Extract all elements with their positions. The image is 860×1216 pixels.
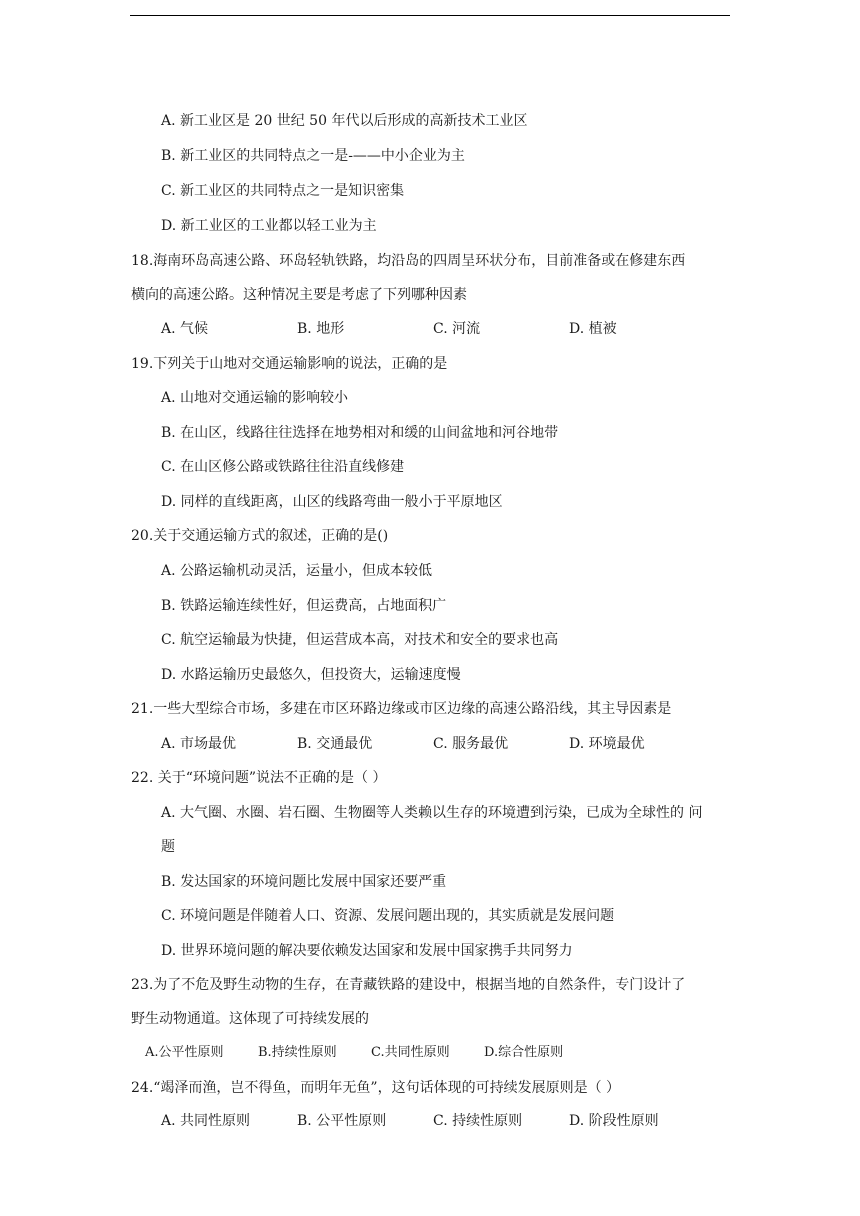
- q22-option-b: B. 发达国家的环境问题比发展中国家还要严重: [161, 874, 447, 890]
- q17-option-a: A. 新工业区是 20 世纪 50 年代以后形成的高新技术工业区: [161, 113, 528, 129]
- q20-option-b: B. 铁路运输连续性好，但运费高，占地面积广: [161, 598, 447, 614]
- q19-option-a: A. 山地对交通运输的影响较小: [161, 390, 349, 406]
- q18-option-b: B. 地形: [297, 321, 345, 337]
- q22-option-c: C. 环境问题是伴随着人口、资源、发展问题出现的，其实质就是发展问题: [161, 908, 615, 924]
- q21-option-b: B. 交通最优: [297, 736, 373, 752]
- q24-option-a: A. 共同性原则: [161, 1113, 251, 1129]
- q21-stem: 21.一些大型综合市场，多建在市区环路边缘或市区边缘的高速公路沿线，其主导因素是: [131, 701, 672, 717]
- q18-stem-line2: 横向的高速公路。这种情况主要是考虑了下列哪种因素: [131, 287, 467, 303]
- q24-stem: 24.“竭泽而渔，岂不得鱼，而明年无鱼”，这句话体现的可持续发展原则是（ ）: [131, 1080, 621, 1096]
- q17-option-d: D. 新工业区的工业都以轻工业为主: [161, 218, 377, 234]
- q18-option-c: C. 河流: [433, 321, 481, 337]
- q24-option-b: B. 公平性原则: [297, 1113, 387, 1129]
- q18-option-a: A. 气候: [161, 321, 209, 337]
- q23-option-a: A.公平性原则: [145, 1045, 224, 1060]
- q20-option-d: D. 水路运输历史最悠久，但投资大，运输速度慢: [161, 667, 461, 683]
- q24-option-d: D. 阶段性原则: [569, 1113, 659, 1129]
- q19-option-c: C. 在山区修公路或铁路往往沿直线修建: [161, 459, 405, 475]
- q20-option-a: A. 公路运输机动灵活，运量小，但成本较低: [161, 563, 433, 579]
- q19-option-b: B. 在山区，线路往往选择在地势相对和缓的山间盆地和河谷地带: [161, 425, 559, 441]
- q22-option-a-line1: A. 大气圈、水圈、岩石圈、生物圈等人类赖以生存的环境遭到污染，已成为全球性的 问: [161, 805, 703, 821]
- q18-options-row: [161, 319, 617, 339]
- q19-stem: 19.下列关于山地对交通运输影响的说法，正确的是: [131, 356, 448, 372]
- q23-options-row: [145, 1043, 563, 1063]
- q20-stem: 20.关于交通运输方式的叙述，正确的是(): [131, 528, 389, 544]
- q22-stem: 22. 关于“环境问题”说法不正确的是（ ）: [131, 770, 387, 786]
- q22-option-a-line2: 题: [161, 839, 175, 855]
- q17-option-c: C. 新工业区的共同特点之一是知识密集: [161, 183, 405, 199]
- q23-option-b: B.持续性原则: [258, 1045, 337, 1060]
- q21-option-d: D. 环境最优: [569, 736, 645, 752]
- q17-option-b: B. 新工业区的共同特点之一是-——中小企业为主: [161, 148, 465, 164]
- q24-option-c: C. 持续性原则: [433, 1113, 523, 1129]
- q23-stem-line2: 野生动物通道。这体现了可持续发展的: [131, 1011, 369, 1027]
- q19-option-d: D. 同样的直线距离，山区的线路弯曲一般小于平原地区: [161, 494, 503, 510]
- q24-options-row: [161, 1111, 659, 1131]
- q21-option-a: A. 市场最优: [161, 736, 237, 752]
- q21-options-row: [161, 734, 645, 754]
- q23-option-c: C.共同性原则: [371, 1045, 450, 1060]
- q23-option-d: D.综合性原则: [484, 1045, 564, 1060]
- q20-option-c: C. 航空运输最为快捷，但运营成本高，对技术和安全的要求也高: [161, 632, 559, 648]
- q18-stem-line1: 18.海南环岛高速公路、环岛轻轨铁路，均沿岛的四周呈环状分布，目前准备或在修建东西: [131, 253, 686, 269]
- header-rule: [130, 15, 730, 16]
- q22-option-d: D. 世界环境问题的解决要依赖发达国家和发展中国家携手共同努力: [161, 943, 573, 959]
- q21-option-c: C. 服务最优: [433, 736, 509, 752]
- q23-stem-line1: 23.为了不危及野生动物的生存，在青藏铁路的建设中，根据当地的自然条件，专门设计了: [131, 977, 686, 993]
- q18-option-d: D. 植被: [569, 321, 617, 337]
